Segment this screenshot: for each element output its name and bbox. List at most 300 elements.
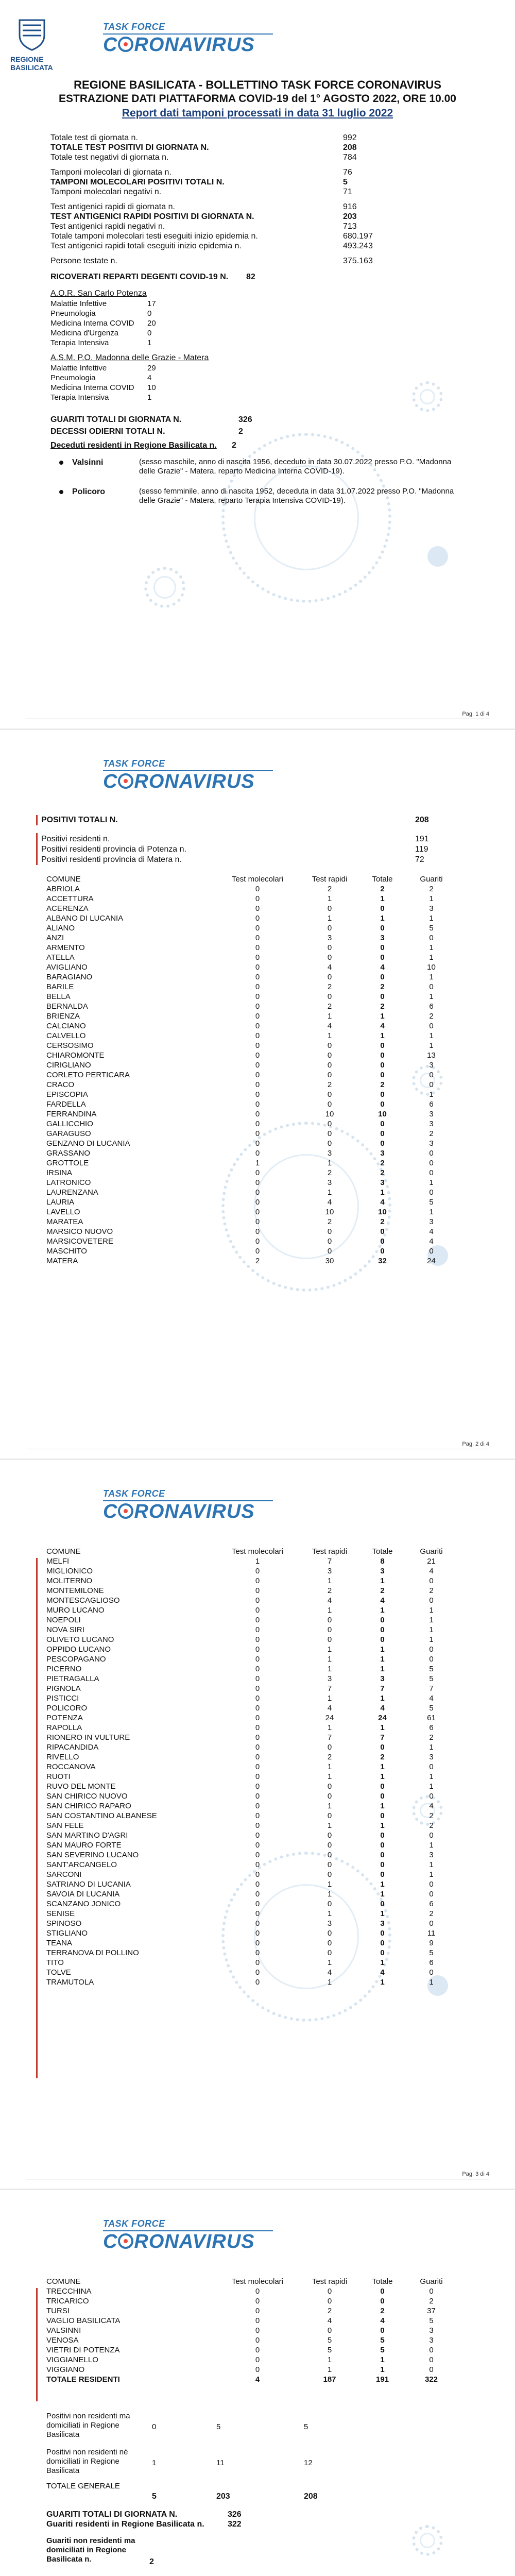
table-cell: 5 (429, 924, 434, 933)
bullet-icon (59, 490, 63, 494)
table-row (46, 1178, 458, 1188)
virus-watermark-icon (144, 567, 185, 608)
table-row (46, 1831, 458, 1840)
asm-title: A.S.M. P.O. Madonna delle Grazie - Matera (50, 353, 209, 362)
header-test-molecolari: Test molecolari (231, 1547, 284, 1556)
aor-row (50, 318, 256, 329)
table-cell: 4 (327, 1198, 332, 1207)
table-cell: 7 (429, 1684, 434, 1693)
table-cell: 1 (327, 1188, 332, 1197)
table-cell: 1 (380, 1606, 385, 1615)
table-cell: 0 (255, 1948, 260, 1957)
table-cell: 1 (429, 1743, 434, 1752)
table-row (46, 1041, 458, 1050)
summary-red-bar (36, 815, 38, 825)
table-cell: 5 (429, 1665, 434, 1673)
taskforce-logo (103, 22, 273, 68)
table-cell: 0 (255, 1909, 260, 1918)
table-cell: 1 (327, 1772, 332, 1781)
generale-label: TOTALE GENERALE (46, 2482, 120, 2490)
total-label: Deceduti residenti in Regione Basilicata n. (50, 441, 217, 450)
summary-red-bar (36, 833, 38, 865)
table-cell: 0 (380, 1071, 385, 1079)
page-2 (0, 730, 515, 1459)
comune-name: CALVELLO (46, 1031, 86, 1040)
virus-dot-icon (427, 546, 448, 567)
nonres-non-domiciliati-value: 11 (216, 2459, 225, 2467)
nonres-domiciliati-value: 5 (216, 2422, 221, 2431)
comune-name: ATELLA (46, 953, 75, 962)
summary-value: 72 (415, 855, 424, 864)
stat-label: Tamponi molecolari negativi n. (50, 188, 162, 196)
table-cell: 2 (380, 885, 385, 893)
stat-row (50, 202, 411, 212)
comune-name: PIETRAGALLA (46, 1674, 99, 1683)
table-cell: 2 (327, 1168, 332, 1177)
table-cell: 4 (380, 1198, 385, 1207)
table-cell: 3 (429, 1061, 434, 1070)
comune-name: BERNALDA (46, 1002, 88, 1011)
table-cell: 0 (380, 1948, 385, 1957)
page-title-2: ESTRAZIONE DATI PIATTAFORMA COVID-19 del 1° AGOSTO 2022, ORE 10.00 (59, 93, 456, 105)
comune-name: TITO (46, 1958, 64, 1967)
table-row (46, 1948, 458, 1958)
table-cell: 0 (327, 1120, 332, 1128)
table-cell: 2 (429, 1909, 434, 1918)
total-value: 2 (238, 427, 243, 436)
table-cell: 0 (429, 1022, 434, 1030)
table-cell: 0 (255, 1704, 260, 1713)
table-cell: 2 (327, 1217, 332, 1226)
table-cell: 2 (429, 1586, 434, 1595)
comune-name: VIGGIANO (46, 2365, 85, 2374)
table-cell: 0 (255, 1178, 260, 1187)
table-cell: 3 (429, 904, 434, 913)
table-red-bar (36, 2288, 38, 2401)
table-cell: 0 (255, 1743, 260, 1752)
table-cell: 0 (327, 1247, 332, 1256)
summary-row (41, 855, 433, 865)
table-row (46, 1129, 458, 1139)
comune-name: VIETRI DI POTENZA (46, 2346, 120, 2354)
page-4 (0, 2190, 515, 2576)
table-cell: 2 (380, 1753, 385, 1761)
table-cell: 0 (429, 1149, 434, 1158)
comune-name: LATRONICO (46, 1178, 91, 1187)
table-cell: 1 (327, 1880, 332, 1889)
table-cell: 0 (255, 1606, 260, 1615)
table-cell: 0 (255, 1655, 260, 1664)
comuni-table (46, 2277, 458, 2384)
table-cell: 0 (380, 924, 385, 933)
table-body (46, 1556, 458, 1987)
table-cell: 3 (429, 1217, 434, 1226)
table-cell: 0 (255, 1100, 260, 1109)
total-value: 326 (238, 415, 252, 424)
table-row (46, 1938, 458, 1948)
table-row (46, 1742, 458, 1752)
table-cell: 0 (327, 1841, 332, 1850)
table-row (46, 1684, 458, 1693)
table-cell: 0 (380, 1129, 385, 1138)
table-cell: 0 (380, 992, 385, 1001)
table-cell: 0 (327, 943, 332, 952)
table-row (46, 1879, 458, 1889)
table-cell: 1 (255, 1159, 260, 1167)
table-cell: 0 (429, 1880, 434, 1889)
table-cell: 4 (327, 1968, 332, 1977)
table-cell: 1 (327, 1665, 332, 1673)
table-cell: 0 (327, 973, 332, 981)
table-row (46, 982, 458, 992)
asm-row (50, 363, 256, 374)
table-cell: 0 (429, 1080, 434, 1089)
table-cell: 0 (327, 1090, 332, 1099)
header-row (46, 2277, 458, 2286)
generale-value: 5 (152, 2492, 157, 2501)
aor-value: 17 (147, 299, 156, 308)
table-row (46, 1021, 458, 1031)
comune-name: SATRIANO DI LUCANIA (46, 1880, 131, 1889)
table-cell: 7 (327, 1557, 332, 1566)
stat-value: 208 (343, 143, 357, 152)
table-cell: 3 (327, 1149, 332, 1158)
table-cell: 6 (429, 1723, 434, 1732)
table-cell: 3 (380, 1567, 385, 1575)
comune-name: LAURENZANA (46, 1188, 98, 1197)
page-footer: Pag. 3 di 4 (462, 2171, 489, 2177)
table-row (46, 1576, 458, 1586)
region-basilicata-logo (10, 18, 72, 75)
table-cell: 0 (255, 1831, 260, 1840)
total-row (50, 440, 411, 451)
table-body (46, 2286, 458, 2384)
stat-label: Totale test negativi di giornata n. (50, 153, 169, 162)
table-cell: 0 (327, 1948, 332, 1957)
comune-name: MARSICOVETERE (46, 1237, 114, 1246)
comune-name: SAN COSTANTINO ALBANESE (46, 1811, 157, 1820)
table-cell: 3 (380, 1919, 385, 1928)
table-row (46, 2335, 458, 2345)
table-cell: 61 (427, 1714, 436, 1722)
stat-value: 82 (246, 273, 255, 281)
comune-name: IRSINA (46, 1168, 73, 1177)
table-cell: 2 (380, 1217, 385, 1226)
table-header (46, 874, 458, 884)
stat-value: 5 (343, 178, 348, 187)
table-cell: 0 (429, 1577, 434, 1585)
table-cell: 3 (327, 1567, 332, 1575)
logo-small: TASK FORCE (103, 2218, 165, 2229)
table-cell: 1 (429, 973, 434, 981)
table-cell: 1 (327, 1606, 332, 1615)
total-cell: 187 (323, 2375, 336, 2384)
table-row (46, 1148, 458, 1158)
asm-value: 1 (147, 393, 152, 402)
table-cell: 0 (380, 1831, 385, 1840)
table-cell: 0 (429, 1762, 434, 1771)
table-cell: 0 (255, 1674, 260, 1683)
table-cell: 4 (327, 1596, 332, 1605)
stat-value: 203 (343, 212, 357, 221)
table-cell: 0 (327, 904, 332, 913)
table-cell: 4 (380, 963, 385, 972)
table-cell: 0 (255, 1900, 260, 1908)
table-cell: 0 (327, 1792, 332, 1801)
comune-name: RUVO DEL MONTE (46, 1782, 116, 1791)
table-cell: 0 (327, 1616, 332, 1624)
table-cell: 0 (380, 1635, 385, 1644)
stat-label: Persone testate n. (50, 257, 117, 265)
table-row (46, 1870, 458, 1879)
table-red-bar (36, 1558, 38, 2078)
table-cell: 5 (429, 1704, 434, 1713)
comune-name: SARCONI (46, 1870, 82, 1879)
table-row (46, 1011, 458, 1021)
comune-name: SAN CHIRICO NUOVO (46, 1792, 128, 1801)
table-cell: 1 (327, 1655, 332, 1664)
table-row (46, 1654, 458, 1664)
table-cell: 0 (380, 1929, 385, 1938)
table-cell: 0 (255, 1120, 260, 1128)
nonres-non-domiciliati-label: Positivi non residenti né domiciliati in Regione Basilicata (46, 2448, 128, 2475)
table-cell: 2 (380, 2307, 385, 2315)
summary-label: POSITIVI TOTALI N. (41, 816, 118, 824)
table-cell: 0 (255, 1061, 260, 1070)
header-row (46, 1547, 458, 1556)
aor-value: 0 (147, 329, 152, 337)
table-cell: 0 (255, 1567, 260, 1575)
comune-name: VIGGIANELLO (46, 2355, 98, 2364)
comune-name: PESCOPAGANO (46, 1655, 106, 1664)
table-cell: 5 (429, 2316, 434, 2325)
table-row (46, 1752, 458, 1762)
table-cell: 1 (327, 1978, 332, 1987)
table-row (46, 1188, 458, 1197)
table-cell: 3 (429, 1753, 434, 1761)
comune-name: ACERENZA (46, 904, 89, 913)
table-cell: 1 (380, 1802, 385, 1810)
table-cell: 0 (380, 1247, 385, 1256)
header-test-rapidi: Test rapidi (312, 1547, 348, 1556)
logo-big-post: RONAVIRUS (134, 2231, 255, 2252)
logo-big-post: RONAVIRUS (134, 1501, 255, 1522)
table-cell: 0 (255, 1968, 260, 1977)
table-row (46, 1733, 458, 1742)
table-cell: 4 (429, 1227, 434, 1236)
table-cell: 0 (380, 1811, 385, 1820)
asm-row (50, 383, 256, 393)
table-row (46, 1615, 458, 1625)
table-cell: 8 (380, 1557, 385, 1566)
table-row (46, 1713, 458, 1723)
total-cell: 4 (255, 2375, 260, 2384)
guariti-label: Guariti residenti in Regione Basilicata n. (46, 2520, 204, 2529)
table-cell: 0 (255, 1217, 260, 1226)
table-cell: 0 (255, 1198, 260, 1207)
table-cell: 0 (255, 1694, 260, 1703)
stat-row (50, 241, 411, 251)
table-cell: 1 (429, 943, 434, 952)
table-cell: 0 (380, 2326, 385, 2335)
table-cell: 2 (327, 1080, 332, 1089)
aor-label: Malattie Infettive (50, 299, 107, 308)
page-footer: Pag. 1 di 4 (462, 711, 489, 717)
table-cell: 1 (429, 1031, 434, 1040)
comune-name: TRICARICO (46, 2297, 89, 2306)
table-cell: 3 (327, 1919, 332, 1928)
comune-name: MASCHITO (46, 1247, 87, 1256)
table-cell: 1 (429, 1772, 434, 1781)
table-cell: 1 (429, 1616, 434, 1624)
table-cell: 0 (255, 1851, 260, 1859)
stat-label: TOTALE TEST POSITIVI DI GIORNATA N. (50, 143, 209, 152)
asm-row (50, 393, 256, 403)
summary-row (41, 844, 433, 855)
table-row (46, 1099, 458, 1109)
table-cell: 0 (327, 1782, 332, 1791)
table-row (46, 1197, 458, 1207)
comune-name: OPPIDO LUCANO (46, 1645, 111, 1654)
total-row (50, 427, 411, 437)
table-cell: 0 (255, 1208, 260, 1216)
guariti-row (46, 2519, 304, 2530)
table-cell: 0 (255, 885, 260, 893)
table-cell: 0 (429, 1890, 434, 1899)
header-comune: COMUNE (46, 2277, 81, 2286)
table-row (46, 1119, 458, 1129)
header-totale: Totale (372, 1547, 393, 1556)
table-cell: 0 (327, 1625, 332, 1634)
table-cell: 1 (380, 1978, 385, 1987)
table-cell: 0 (380, 1616, 385, 1624)
table-cell: 0 (255, 1080, 260, 1089)
death-details: (sesso femminile, anno di nascita 1952, deceduta in data 31.07.2022 presso P.O. "Madonna delle Grazie" - Matera, reparto Terapia Intensiva COVID-19). (139, 487, 454, 505)
table-cell: 0 (327, 924, 332, 933)
comune-name: PISTICCI (46, 1694, 79, 1703)
logo-small: TASK FORCE (103, 1488, 165, 1499)
table-cell: 0 (429, 1968, 434, 1977)
summary-row (41, 815, 433, 825)
table-cell: 6 (429, 1002, 434, 1011)
table-cell: 2 (380, 1159, 385, 1167)
table-cell: 0 (255, 963, 260, 972)
virus-watermark-icon (412, 381, 443, 412)
table-cell: 4 (380, 2316, 385, 2325)
table-cell: 0 (380, 1792, 385, 1801)
comune-name: RIONERO IN VULTURE (46, 1733, 130, 1742)
table-row (46, 1236, 458, 1246)
table-cell: 3 (380, 1149, 385, 1158)
table-row (46, 2355, 458, 2365)
logo-big-post: RONAVIRUS (134, 771, 255, 792)
nonres-non-domiciliati-value: 1 (152, 2459, 157, 2467)
comune-name: SPINOSO (46, 1919, 82, 1928)
logo-big-pre: C (103, 771, 118, 792)
logo-big (103, 2231, 273, 2252)
table-row (46, 913, 458, 923)
table-cell: 0 (255, 1714, 260, 1722)
table-cell: 0 (255, 973, 260, 981)
table-cell: 0 (255, 1188, 260, 1197)
table-cell: 2 (327, 982, 332, 991)
table-row (46, 953, 458, 962)
table-cell: 0 (380, 943, 385, 952)
table-cell: 2 (429, 2297, 434, 2306)
guariti-nr1-label: Guariti non residenti ma domiciliati in Regione Basilicata n. (46, 2536, 135, 2564)
summary-label: Positivi residenti provincia di Matera n. (41, 855, 182, 864)
nonres-domiciliati-value: 0 (152, 2422, 157, 2431)
comune-name: MIGLIONICO (46, 1567, 93, 1575)
comune-name: ARMENTO (46, 943, 85, 952)
table-row (46, 1968, 458, 1977)
comune-name: PICERNO (46, 1665, 82, 1673)
table-cell: 1 (327, 1012, 332, 1021)
table-cell: 1 (327, 894, 332, 903)
table-row (46, 1919, 458, 1928)
table-cell: 24 (427, 1257, 436, 1265)
table-cell: 11 (427, 1929, 436, 1938)
table-cell: 2 (429, 1811, 434, 1820)
generale-value: 208 (304, 2492, 318, 2501)
table-cell: 32 (378, 1257, 387, 1265)
stat-row (50, 231, 411, 242)
table-cell: 0 (380, 1139, 385, 1148)
table-cell: 0 (255, 953, 260, 962)
summary-label: Positivi residenti provincia di Potenza n. (41, 845, 186, 854)
summary-value: 119 (415, 845, 428, 854)
table-cell: 5 (429, 1198, 434, 1207)
table-cell: 0 (380, 904, 385, 913)
table-cell: 0 (255, 1811, 260, 1820)
table-header (46, 1547, 458, 1556)
table-cell: 2 (380, 982, 385, 991)
table-cell: 1 (327, 1958, 332, 1967)
stat-row (50, 152, 411, 163)
virus-o-icon (118, 2233, 133, 2249)
table-cell: 1 (429, 1041, 434, 1050)
comune-name: SAVOIA DI LUCANIA (46, 1890, 120, 1899)
table-cell: 1 (380, 894, 385, 903)
table-cell: 0 (429, 1596, 434, 1605)
table-cell: 1 (380, 1880, 385, 1889)
comune-name: ROCCANOVA (46, 1762, 96, 1771)
table-cell: 4 (327, 1022, 332, 1030)
comune-name: VAGLIO BASILICATA (46, 2316, 121, 2325)
table-cell: 0 (255, 934, 260, 942)
table-cell: 0 (255, 1929, 260, 1938)
table-row (46, 1586, 458, 1596)
table-row (46, 1840, 458, 1850)
total-label: DECESSI ODIERNI TOTALI N. (50, 427, 165, 436)
table-cell: 1 (380, 1909, 385, 1918)
table-cell: 5 (380, 2346, 385, 2354)
comune-name: MELFI (46, 1557, 70, 1566)
table-cell: 4 (327, 2316, 332, 2325)
table-cell: 13 (427, 1051, 436, 1060)
table-row (46, 992, 458, 1002)
table-row (46, 1139, 458, 1148)
stat-label: Tamponi molecolari di giornata n. (50, 168, 171, 177)
table-cell: 0 (255, 914, 260, 923)
comune-name: TURSI (46, 2307, 70, 2315)
table-cell: 0 (327, 1100, 332, 1109)
table-row (46, 1899, 458, 1909)
table-row (46, 2345, 458, 2355)
table-row (46, 943, 458, 953)
comune-name: GARAGUSO (46, 1129, 91, 1138)
table-row (46, 1031, 458, 1041)
